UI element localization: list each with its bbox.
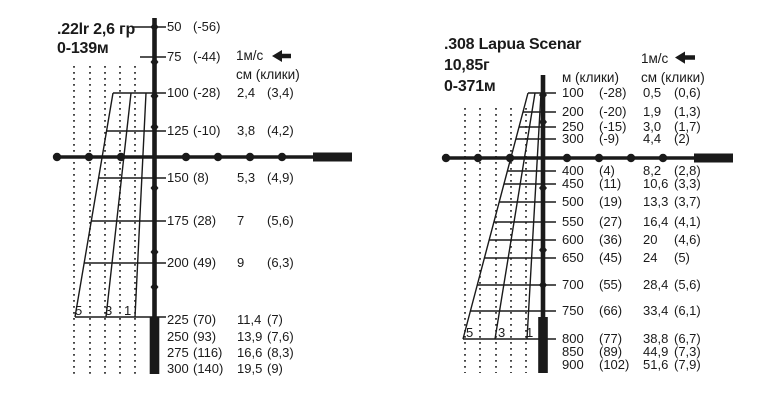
cell-cm: 2,4 (237, 85, 256, 100)
left-title-line2: 0-139м (57, 40, 109, 57)
cell-range: 225 (167, 312, 189, 327)
cell-cm_clicks: (7,6) (267, 329, 294, 344)
cell-range: 400 (562, 163, 584, 178)
right-windage-label-3: 3 (498, 325, 506, 340)
table-row (562, 194, 701, 209)
cell-cm_clicks: (0,6) (674, 85, 701, 100)
cell-cm: 1,9 (643, 104, 662, 119)
cell-clicks: (-15) (599, 119, 627, 134)
cell-cm_clicks: (9) (267, 361, 283, 376)
cell-clicks: (-20) (599, 104, 627, 119)
left-windage-label-5: 5 (75, 303, 83, 318)
left-windage-label-1: 1 (124, 303, 132, 318)
cell-cm: 51,6 (643, 357, 669, 372)
cell-cm_clicks: (6,3) (267, 255, 294, 270)
table-row (167, 123, 294, 138)
cell-range: 700 (562, 277, 584, 292)
table-row (562, 131, 690, 146)
cell-clicks: (140) (193, 361, 224, 376)
table-row (562, 277, 701, 292)
cell-range: 100 (562, 85, 584, 100)
cell-cm: 4,4 (643, 131, 662, 146)
cell-range: 300 (562, 131, 584, 146)
cell-clicks: (4) (599, 163, 615, 178)
cell-cm: 44,9 (643, 344, 669, 359)
right-range-header: м (клики) (562, 70, 619, 85)
table-row (562, 250, 690, 265)
cell-clicks: (116) (193, 345, 223, 360)
cell-range: 650 (562, 250, 584, 265)
table-row (167, 312, 283, 327)
cell-clicks: (49) (193, 255, 217, 270)
cell-cm_clicks: (7,9) (674, 357, 701, 372)
cell-range: 100 (167, 85, 189, 100)
right-windage-label-5: 5 (466, 325, 474, 340)
cell-range: 900 (562, 357, 584, 372)
cell-cm: 20 (643, 232, 658, 247)
cell-range: 200 (167, 255, 189, 270)
cell-clicks: (-56) (193, 19, 221, 34)
table-row (167, 329, 294, 344)
cell-cm_clicks: (4,9) (267, 170, 294, 185)
cell-cm: 11,4 (237, 312, 262, 327)
cell-range: 800 (562, 331, 584, 346)
cell-clicks: (93) (193, 329, 217, 344)
cell-range: 200 (562, 104, 584, 119)
table-row (167, 49, 267, 64)
cell-cm_clicks: (7) (267, 312, 283, 327)
cell-cm_clicks: (2) (674, 131, 690, 146)
cell-range: 750 (562, 303, 584, 318)
cell-cm: 28,4 (643, 277, 669, 292)
cell-clicks: (8) (193, 170, 209, 185)
cell-cm: 13,9 (237, 329, 263, 344)
cell-cm: 8,2 (643, 163, 662, 178)
cell-clicks: (19) (599, 194, 623, 209)
cell-cm_clicks: (4,6) (674, 232, 701, 247)
right-wind-speed-label: 1м/с (641, 51, 669, 66)
cell-clicks: (66) (599, 303, 623, 318)
cell-cm_clicks: (3,4) (267, 85, 294, 100)
cell-cm: 19,5 (237, 361, 263, 376)
cell-range: 75 (167, 49, 182, 64)
left-windage-label-3: 3 (105, 303, 113, 318)
table-row (167, 361, 283, 376)
cell-cm: 3,8 (237, 123, 256, 138)
cell-range: 550 (562, 214, 584, 229)
cell-cm: 16,4 (643, 214, 669, 229)
table-row (562, 232, 701, 247)
right-wind-units-label: см (клики) (641, 70, 705, 85)
cell-cm_clicks: (4,1) (674, 214, 701, 229)
cell-cm_clicks: (6,7) (674, 331, 701, 346)
cell-cm: 9 (237, 255, 245, 270)
cell-cm: 13,3 (643, 194, 669, 209)
cell-cm_clicks: (5) (674, 250, 690, 265)
right-vertical-bottom-bar (538, 317, 548, 373)
cell-cm: 24 (643, 250, 658, 265)
left-title-line1: .22lr 2,6 гр (57, 21, 136, 38)
cell-range: 50 (167, 19, 182, 34)
cell-cm: 5,3 (237, 170, 256, 185)
table-row (562, 104, 701, 119)
cell-clicks: (45) (599, 250, 623, 265)
cell-cm_clicks: (7,3) (674, 344, 701, 359)
cell-cm (237, 49, 267, 64)
cell-range: 450 (562, 176, 584, 191)
cell-clicks: (-10) (193, 123, 221, 138)
cell-cm: 0,5 (643, 85, 662, 100)
cell-range: 500 (562, 194, 584, 209)
left-title (57, 20, 135, 58)
cell-cm: 38,8 (643, 331, 669, 346)
left-crosshair-end-bar (313, 153, 352, 162)
table-row (562, 214, 701, 229)
cell-cm: 7 (237, 213, 245, 228)
cell-range: 850 (562, 344, 584, 359)
cell-cm_clicks: (5,6) (267, 213, 294, 228)
cell-range: 175 (167, 213, 189, 228)
cell-clicks: (89) (599, 344, 623, 359)
cell-cm_clicks: (1,7) (674, 119, 701, 134)
right-wind-grid-slants (463, 93, 541, 339)
cell-clicks: (70) (193, 312, 217, 327)
table-row (167, 255, 294, 270)
right-title-line3: 0-371м (444, 78, 496, 95)
cell-range: 600 (562, 232, 584, 247)
cell-cm: 10,6 (643, 176, 669, 191)
table-row (167, 213, 294, 228)
left-wind-speed-label: 1м/с (236, 48, 264, 63)
right-crosshair-end-bar (694, 154, 733, 163)
cell-clicks: (-28) (599, 85, 627, 100)
table-row (167, 170, 294, 185)
cell-cm_clicks: (2,8) (674, 163, 701, 178)
right-title (444, 34, 581, 97)
cell-cm: 16,6 (237, 345, 263, 360)
cell-range: 275 (167, 345, 189, 360)
cell-cm_clicks: (4,2) (267, 123, 294, 138)
table-row (167, 85, 294, 100)
table-row (562, 357, 701, 372)
cell-clicks: (-9) (599, 131, 620, 146)
cell-cm_clicks: (8,3) (267, 345, 294, 360)
table-row (562, 176, 701, 191)
right-windage-label-1: 1 (526, 325, 534, 340)
table-row (562, 85, 701, 100)
cell-clicks: (77) (599, 331, 623, 346)
right-wind-header (641, 49, 705, 87)
table-row (167, 19, 267, 34)
cell-cm (237, 19, 267, 34)
table-row (167, 345, 294, 360)
cell-clicks: (27) (599, 214, 623, 229)
right-title-line2: 10,85г (444, 57, 490, 74)
cell-clicks: (28) (193, 213, 217, 228)
cell-range: 250 (167, 329, 189, 344)
cell-cm_clicks: (6,1) (674, 303, 701, 318)
cell-cm_clicks: (1,3) (674, 104, 701, 119)
cell-clicks: (55) (599, 277, 623, 292)
cell-clicks: (-44) (193, 49, 221, 64)
cell-cm_clicks: (3,3) (674, 176, 701, 191)
cell-cm_clicks: (3,7) (674, 194, 701, 209)
left-wind-units-label: см (клики) (236, 67, 300, 82)
right-title-line1: .308 Lapua Scenar (444, 36, 582, 53)
cell-range: 300 (167, 361, 189, 376)
cell-clicks: (-28) (193, 85, 221, 100)
cell-range: 150 (167, 170, 189, 185)
table-row (562, 303, 701, 318)
cell-clicks: (11) (599, 176, 622, 191)
cell-range: 125 (167, 123, 189, 138)
left-vertical-bottom-bar (150, 317, 160, 374)
cell-clicks: (36) (599, 232, 623, 247)
cell-cm: 3,0 (643, 119, 662, 134)
cell-cm_clicks: (5,6) (674, 277, 701, 292)
cell-clicks: (102) (599, 357, 630, 372)
cell-cm: 33,4 (643, 303, 669, 318)
cell-range: 250 (562, 119, 584, 134)
